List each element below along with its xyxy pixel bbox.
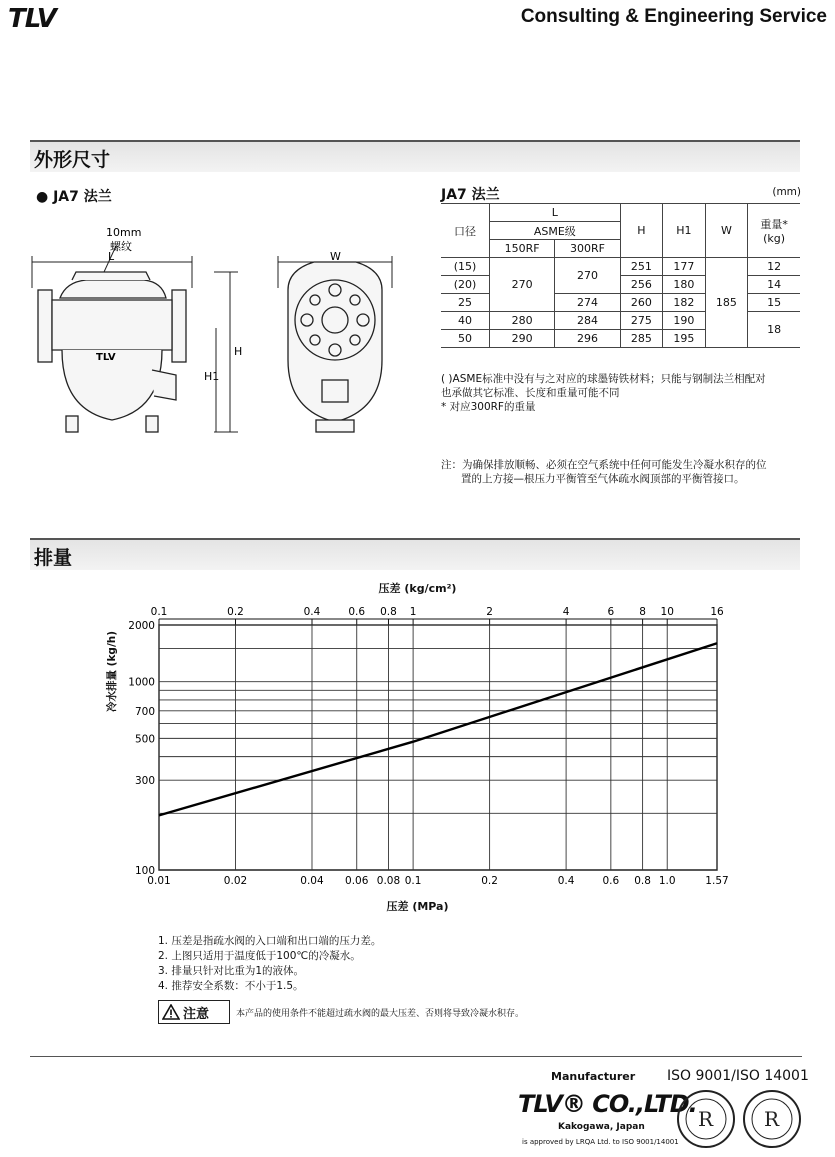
capacity-notes: 1. 压差是指疏水阀的入口端和出口端的压力差。 2. 上图只适用于温度低于100℃的冷凝水。 3. 排量只针对比重为1的液体。 4. 推荐安全系数：不小于1.5。 — [158, 935, 382, 992]
remark: 注：为确保排放顺畅、必须在空气系统中任何可能发生冷凝水积存的位 置的上方接—根压力平衡管至气体疏水阀顶部的平衡管接口。 — [441, 459, 767, 485]
table-notes: ( )ASME标准中没有与之对应的球墨铸铁材料；只能与钢制法兰相配对 也承做其它标准、长度和重量可能不同 * 对应300RF的重量 — [441, 373, 766, 413]
company-logo: TLV® CO.,LTD. — [518, 1090, 697, 1118]
hdr-150rf: 150RF — [490, 240, 555, 258]
drawing-title: ● JA7 法兰 — [36, 189, 112, 205]
technical-drawing — [26, 210, 396, 450]
x-tick-label: 0.6 — [602, 875, 620, 887]
svg-text:R: R — [764, 1107, 780, 1131]
hdr-H1: H1 — [663, 204, 706, 258]
thread-label2: 螺纹 — [110, 240, 132, 253]
x-tick-label: 0.01 — [147, 875, 171, 887]
hdr-asme: ASME级 — [490, 222, 621, 240]
x-tick-label: 0.4 — [557, 875, 575, 887]
thread-label: 10mm — [106, 226, 142, 239]
table-title: JA7 法兰 — [441, 187, 500, 203]
top-tick-label: 0.4 — [303, 606, 321, 618]
dim-L-label: L — [108, 250, 115, 263]
y-tick-label: 1000 — [128, 676, 155, 689]
svg-text:R: R — [698, 1107, 714, 1131]
table-row: 40 280 284 275 190 18 — [441, 312, 800, 330]
top-tick-label: 16 — [710, 606, 724, 618]
brand-logo: TLV — [8, 4, 56, 34]
capacity-line — [159, 643, 717, 815]
chart-y-axis-label: 冷水排量 (kg/h) — [106, 630, 118, 712]
top-tick-label: 6 — [607, 606, 615, 618]
section-header-dimensions — [30, 140, 800, 172]
body-logo: TLV — [96, 352, 116, 363]
top-tick-label: 0.1 — [150, 606, 168, 618]
hdr-L: L — [490, 204, 621, 222]
dim-W-label: W — [330, 250, 341, 263]
iso-label: ISO 9001/ISO 14001 — [667, 1068, 809, 1084]
warning-badge: 注意 — [158, 1000, 230, 1024]
hdr-300rf: 300RF — [555, 240, 620, 258]
x-tick-label: 0.06 — [345, 875, 369, 887]
top-tick-label: 10 — [660, 606, 674, 618]
x-tick-label: 0.8 — [634, 875, 651, 887]
company-city: Kakogawa, Japan — [558, 1122, 645, 1132]
dimension-table — [441, 203, 800, 348]
x-tick-label: 0.2 — [481, 875, 498, 887]
warning-text: 本产品的使用条件不能超过疏水阀的最大压差、否则将导致冷凝水积存。 — [236, 1009, 525, 1019]
dim-H-label: H — [234, 345, 243, 358]
table-row: 25 274 260 182 15 — [441, 294, 800, 312]
y-tick-label: 700 — [134, 705, 155, 718]
y-tick-label: 300 — [134, 775, 155, 788]
top-tick-label: 8 — [639, 606, 646, 618]
y-tick-label: 500 — [134, 733, 155, 746]
chart-x-axis-label: 压差 (MPa) — [386, 900, 449, 913]
table-row: (20) 256 180 14 — [441, 276, 800, 294]
section-title: 外形尺寸 — [34, 149, 111, 171]
top-tick-label: 2 — [486, 606, 493, 618]
x-tick-label: 0.04 — [300, 875, 324, 887]
top-tick-label: 1 — [409, 606, 417, 618]
chart-top-axis-label: 压差 (kg/cm²) — [378, 582, 457, 595]
hdr-size: 口径 — [441, 204, 490, 258]
y-tick-label: 2000 — [128, 620, 155, 632]
hdr-H: H — [620, 204, 663, 258]
hdr-weight: 重量* (kg) — [748, 204, 800, 258]
capacity-chart — [0, 595, 835, 925]
table-unit: (mm) — [772, 186, 801, 198]
manufacturer-label: Manufacturer — [551, 1070, 636, 1083]
x-tick-label: 0.1 — [404, 875, 422, 887]
table-row: 50 290 296 285 195 — [441, 330, 800, 348]
section-header-capacity — [30, 538, 800, 570]
table-row: (15) 270 270 251 177 185 12 — [441, 258, 800, 276]
warning-icon — [162, 1004, 180, 1020]
flange-right — [172, 290, 186, 362]
section-title: 排量 — [34, 547, 73, 569]
certification-seals — [676, 1088, 806, 1150]
x-tick-label: 0.08 — [376, 875, 401, 887]
y-tick-label: 100 — [134, 865, 155, 877]
hdr-W: W — [705, 204, 748, 258]
x-tick-label: 1.0 — [658, 875, 676, 887]
plot-frame — [159, 625, 717, 870]
top-tick-label: 4 — [562, 606, 570, 618]
top-tick-label: 0.8 — [380, 606, 397, 618]
service-title: Consulting & Engineering Service — [520, 6, 827, 27]
x-tick-label: 0.02 — [223, 875, 248, 887]
dim-H1-label: H1 — [204, 370, 220, 383]
top-tick-label: 0.6 — [348, 606, 366, 618]
x-tick-label: 1.57 — [705, 875, 729, 887]
approval-text: is approved by LRQA Ltd. to ISO 9001/14001 — [522, 1138, 679, 1146]
footer-divider — [30, 1056, 802, 1057]
top-tick-label: 0.2 — [227, 606, 244, 618]
flange-left — [38, 290, 52, 362]
